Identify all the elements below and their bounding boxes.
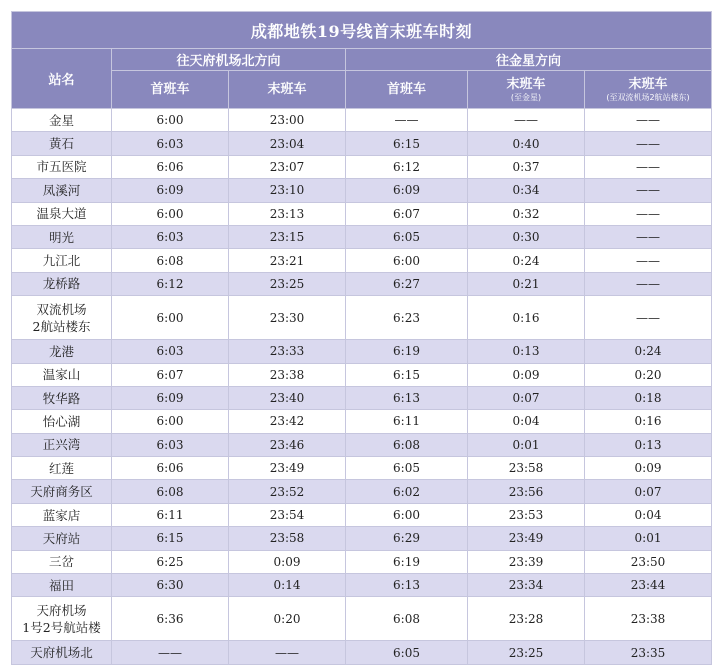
dir2-last-time-to-jinxing: 0:04 — [468, 410, 585, 433]
dir1-last-time: 23:25 — [229, 272, 346, 295]
dir2-last-time-to-airport-t2: —— — [585, 155, 712, 178]
station-name — [12, 641, 112, 664]
dir2-last-time-to-jinxing: 23:56 — [468, 480, 585, 503]
dir2-last-time-to-airport-t2: 0:18 — [585, 386, 712, 409]
dir2-last-time-to-airport-t2: 0:09 — [585, 457, 712, 480]
dir2-last-time-to-airport-t2: —— — [585, 109, 712, 132]
dir1-last-time: 23:07 — [229, 155, 346, 178]
direction-header-tianfu-airport-north: 往天府机场北方向 — [112, 49, 346, 71]
dir1-last-time: 23:38 — [229, 363, 346, 386]
timetable — [11, 11, 712, 665]
dir2-last-time-to-jinxing: 23:39 — [468, 550, 585, 573]
timetable-title: 成都地铁19号线首末班车时刻 — [12, 12, 712, 49]
station-name-line: 牧华路 — [42, 390, 81, 406]
dir2-first-time: 6:07 — [346, 202, 468, 225]
dir1-last-time: 23:21 — [229, 249, 346, 272]
station-name-line: 温泉大道 — [36, 206, 87, 222]
dir2-last-time-to-jinxing: 0:24 — [468, 249, 585, 272]
dir1-first-time: 6:30 — [112, 574, 229, 597]
dir1-first-time: 6:00 — [112, 109, 229, 132]
station-name-line: 龙桥路 — [42, 276, 81, 292]
dir2-last-time-to-jinxing: 0:16 — [468, 296, 585, 340]
dir2-last-time-to-airport-t2: 23:35 — [585, 641, 712, 664]
dir1-first-time: 6:00 — [112, 296, 229, 340]
station-name — [12, 527, 112, 550]
dir2-first-time: 6:13 — [346, 386, 468, 409]
dir1-first-time: 6:06 — [112, 155, 229, 178]
station-name-line: 龙港 — [48, 343, 74, 359]
station-name — [12, 363, 112, 386]
dir2-first-time: 6:00 — [346, 249, 468, 272]
table-row — [12, 202, 712, 225]
dir2-first-time: 6:08 — [346, 433, 468, 456]
station-name-line: 金星 — [48, 112, 74, 128]
table-row — [12, 249, 712, 272]
station-name — [12, 574, 112, 597]
col-header-dir2-first: 首班车 — [346, 71, 468, 109]
station-name — [12, 480, 112, 503]
table-row — [12, 503, 712, 526]
station-name — [12, 386, 112, 409]
dir1-first-time: 6:11 — [112, 503, 229, 526]
station-name — [12, 457, 112, 480]
dir2-first-time: 6:19 — [346, 340, 468, 363]
dir1-last-time: 23:54 — [229, 503, 346, 526]
dir1-first-time: 6:00 — [112, 410, 229, 433]
table-row — [12, 641, 712, 664]
dir2-last-time-to-jinxing: 0:30 — [468, 225, 585, 248]
dir1-last-time: 23:00 — [229, 109, 346, 132]
dir2-last-time-to-jinxing: 0:37 — [468, 155, 585, 178]
dir2-last-time-to-airport-t2: 0:07 — [585, 480, 712, 503]
dir1-last-time: 23:10 — [229, 179, 346, 202]
dir1-first-time: 6:15 — [112, 527, 229, 550]
dir1-last-time: 23:13 — [229, 202, 346, 225]
station-name-line: 正兴湾 — [42, 437, 81, 453]
station-name — [12, 433, 112, 456]
table-row — [12, 480, 712, 503]
dir1-last-time: 23:49 — [229, 457, 346, 480]
dir1-last-time: 0:09 — [229, 550, 346, 573]
dir2-last-time-to-jinxing: 23:58 — [468, 457, 585, 480]
dir1-last-time: 23:46 — [229, 433, 346, 456]
dir2-last-time-to-airport-t2: 0:13 — [585, 433, 712, 456]
dir2-last-time-to-jinxing: 23:28 — [468, 597, 585, 641]
station-name-line: 天府机场北 — [30, 645, 93, 661]
dir1-first-time: 6:08 — [112, 249, 229, 272]
dir2-last-time-to-airport-t2: —— — [585, 296, 712, 340]
station-name-line: 怡心湖 — [42, 413, 81, 429]
table-row — [12, 363, 712, 386]
dir1-last-time: 23:30 — [229, 296, 346, 340]
dir1-first-time: 6:07 — [112, 363, 229, 386]
dir2-last-time-to-airport-t2: 0:16 — [585, 410, 712, 433]
dir2-last-time-to-jinxing: 0:40 — [468, 132, 585, 155]
station-name — [12, 550, 112, 573]
dir2-first-time: 6:23 — [346, 296, 468, 340]
station-name-line: 1号2号航站楼 — [22, 619, 101, 635]
station-name — [12, 296, 112, 340]
dir2-last-time-to-airport-t2: —— — [585, 225, 712, 248]
station-name — [12, 225, 112, 248]
dir2-last-time-to-jinxing: 23:34 — [468, 574, 585, 597]
dir2-last-time-to-airport-t2: 0:20 — [585, 363, 712, 386]
dir2-last-time-to-jinxing: 23:25 — [468, 641, 585, 664]
dir2-first-time: —— — [346, 109, 468, 132]
dir2-last-time-to-airport-t2: 0:01 — [585, 527, 712, 550]
col-header-dir1-first: 首班车 — [112, 71, 229, 109]
dir2-last-time-to-jinxing: 0:01 — [468, 433, 585, 456]
station-name — [12, 249, 112, 272]
station-name-line: 明光 — [48, 229, 74, 245]
station-name-line: 温家山 — [42, 367, 81, 383]
dir2-last-time-to-jinxing: 0:21 — [468, 272, 585, 295]
table-row — [12, 179, 712, 202]
station-name-line: 双流机场 — [36, 301, 87, 317]
table-row — [12, 550, 712, 573]
station-name-line: 凤溪河 — [42, 182, 81, 198]
dir2-last-time-to-airport-t2: 23:38 — [585, 597, 712, 641]
station-name — [12, 179, 112, 202]
dir2-last-time-to-airport-t2: —— — [585, 179, 712, 202]
timetable-body — [12, 109, 712, 665]
table-row — [12, 410, 712, 433]
station-name-line: 2航站楼东 — [32, 318, 91, 334]
station-name — [12, 597, 112, 641]
dir2-first-time: 6:08 — [346, 597, 468, 641]
dir1-first-time: 6:36 — [112, 597, 229, 641]
dir1-first-time: 6:03 — [112, 433, 229, 456]
dir1-last-time: 23:52 — [229, 480, 346, 503]
dir1-first-time: —— — [112, 641, 229, 664]
dir2-first-time: 6:27 — [346, 272, 468, 295]
station-name-line: 蓝家店 — [42, 507, 81, 523]
dir1-first-time: 6:03 — [112, 340, 229, 363]
station-name-line: 红莲 — [48, 460, 74, 476]
dir1-first-time: 6:25 — [112, 550, 229, 573]
dir2-last-time-to-jinxing: 0:13 — [468, 340, 585, 363]
dir2-first-time: 6:12 — [346, 155, 468, 178]
station-name — [12, 155, 112, 178]
dir1-first-time: 6:12 — [112, 272, 229, 295]
station-name — [12, 202, 112, 225]
dir1-first-time: 6:03 — [112, 132, 229, 155]
station-name-line: 黄石 — [48, 136, 74, 152]
dir2-last-time-to-airport-t2: —— — [585, 132, 712, 155]
dir2-first-time: 6:09 — [346, 179, 468, 202]
dir1-last-time: 23:04 — [229, 132, 346, 155]
dir1-last-time: 0:14 — [229, 574, 346, 597]
dir2-first-time: 6:15 — [346, 132, 468, 155]
dir1-first-time: 6:08 — [112, 480, 229, 503]
dir1-first-time: 6:00 — [112, 202, 229, 225]
dir2-last-time-to-airport-t2: —— — [585, 202, 712, 225]
dir2-last-time-to-airport-t2: —— — [585, 272, 712, 295]
table-row — [12, 109, 712, 132]
dir2-first-time: 6:05 — [346, 457, 468, 480]
station-name-line: 九江北 — [42, 253, 81, 269]
table-row — [12, 574, 712, 597]
dir1-last-time: —— — [229, 641, 346, 664]
dir2-first-time: 6:05 — [346, 641, 468, 664]
table-row — [12, 386, 712, 409]
col-header-dir1-last: 末班车 — [229, 71, 346, 109]
table-row — [12, 433, 712, 456]
station-name-line: 天府商务区 — [30, 484, 93, 500]
station-name — [12, 109, 112, 132]
table-row — [12, 457, 712, 480]
dir1-last-time: 23:42 — [229, 410, 346, 433]
dir2-last-time-to-airport-t2: 23:50 — [585, 550, 712, 573]
direction-header-jinxing: 往金星方向 — [346, 49, 712, 71]
station-name — [12, 410, 112, 433]
dir2-first-time: 6:00 — [346, 503, 468, 526]
dir2-last-time-to-jinxing: 0:07 — [468, 386, 585, 409]
table-row — [12, 272, 712, 295]
dir2-first-time: 6:02 — [346, 480, 468, 503]
station-name — [12, 340, 112, 363]
dir2-first-time: 6:13 — [346, 574, 468, 597]
dir2-last-time-to-airport-t2: 0:04 — [585, 503, 712, 526]
dir1-first-time: 6:03 — [112, 225, 229, 248]
dir2-first-time: 6:29 — [346, 527, 468, 550]
table-row — [12, 155, 712, 178]
dir2-last-time-to-jinxing: 0:09 — [468, 363, 585, 386]
station-name-line: 天府机场 — [36, 602, 87, 618]
table-row — [12, 340, 712, 363]
dir1-last-time: 0:20 — [229, 597, 346, 641]
dir2-last-time-to-jinxing: 0:32 — [468, 202, 585, 225]
dir1-first-time: 6:09 — [112, 386, 229, 409]
col-header-dir2-last-to-airport-t2: 末班车 (至双流机场2航站楼东) — [585, 71, 712, 109]
dir2-last-time-to-jinxing: 0:34 — [468, 179, 585, 202]
dir1-last-time: 23:40 — [229, 386, 346, 409]
dir1-last-time: 23:58 — [229, 527, 346, 550]
dir1-first-time: 6:06 — [112, 457, 229, 480]
table-row — [12, 527, 712, 550]
table-row — [12, 597, 712, 641]
dir2-first-time: 6:19 — [346, 550, 468, 573]
station-name-line: 天府站 — [42, 530, 81, 546]
station-name — [12, 503, 112, 526]
dir2-last-time-to-jinxing: 23:53 — [468, 503, 585, 526]
station-name-line: 三岔 — [48, 554, 74, 570]
dir2-first-time: 6:11 — [346, 410, 468, 433]
dir2-last-time-to-airport-t2: 0:24 — [585, 340, 712, 363]
dir1-last-time: 23:15 — [229, 225, 346, 248]
dir2-first-time: 6:05 — [346, 225, 468, 248]
station-name-line: 福田 — [48, 577, 74, 593]
table-row — [12, 132, 712, 155]
timetable-container — [11, 11, 711, 665]
col-header-dir2-last-to-jinxing: 末班车 (至金星) — [468, 71, 585, 109]
dir2-last-time-to-airport-t2: —— — [585, 249, 712, 272]
dir2-last-time-to-jinxing: —— — [468, 109, 585, 132]
dir1-first-time: 6:09 — [112, 179, 229, 202]
station-name — [12, 132, 112, 155]
station-name-line: 市五医院 — [36, 159, 87, 175]
dir1-last-time: 23:33 — [229, 340, 346, 363]
table-row — [12, 296, 712, 340]
table-row — [12, 225, 712, 248]
station-name — [12, 272, 112, 295]
dir2-last-time-to-airport-t2: 23:44 — [585, 574, 712, 597]
station-header: 站名 — [12, 49, 112, 109]
dir2-first-time: 6:15 — [346, 363, 468, 386]
dir2-last-time-to-jinxing: 23:49 — [468, 527, 585, 550]
